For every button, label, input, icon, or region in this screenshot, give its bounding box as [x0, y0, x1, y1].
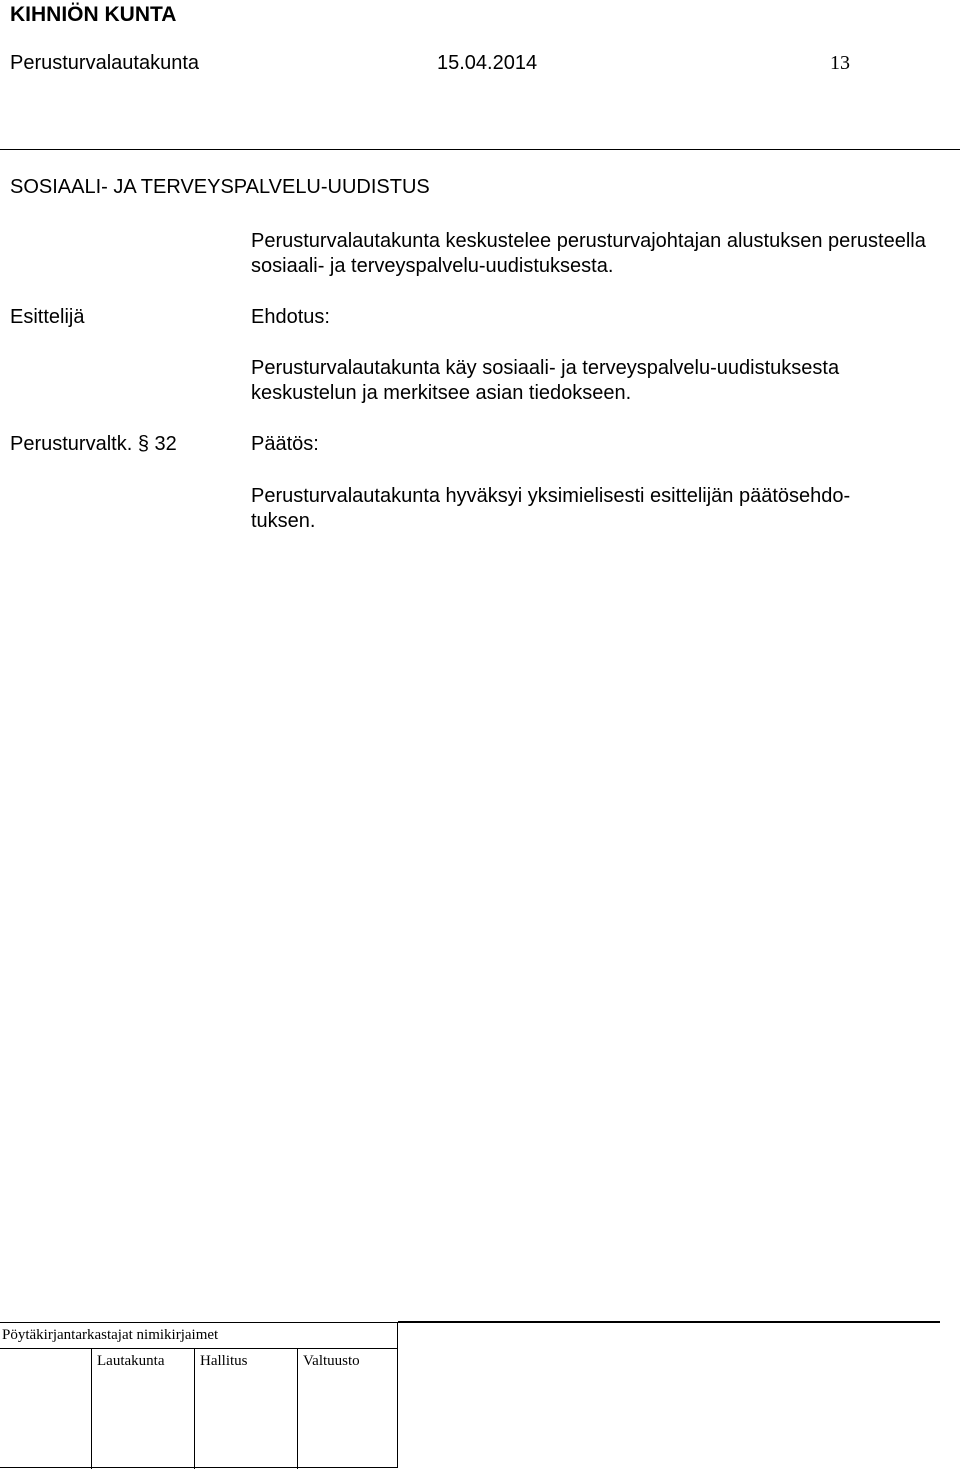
signature-column-line [91, 1349, 92, 1469]
section-title: SOSIAALI- JA TERVEYSPALVELU-UUDISTUS [10, 176, 430, 198]
signature-column-line [297, 1349, 298, 1469]
intro-paragraph: Perusturvalautakunta keskustelee perusturvajohtajan alustuksen perusteella sosiaali- ja terveyspalvelu-uudistuksesta. [251, 230, 926, 277]
committee-name: Perusturvalautakunta [10, 52, 200, 74]
signature-column-valtuusto: Valtuusto [303, 1353, 360, 1369]
header-divider [0, 149, 960, 150]
page-number: 13 [830, 52, 850, 74]
presenter-label: Esittelijä [10, 306, 85, 328]
decision-label: Päätös: [251, 433, 319, 455]
signature-column-line [194, 1349, 195, 1469]
proposal-label: Ehdotus: [251, 306, 330, 328]
organization-name: KIHNIÖN KUNTA [10, 3, 177, 26]
signature-table-divider [0, 1348, 398, 1349]
decision-paragraph: Perusturvalautakunta hyväksyi yksimielisesti esittelijän päätösehdo- tuksen. [251, 485, 851, 532]
meeting-date: 15.04.2014 [437, 52, 538, 74]
proposal-paragraph: Perusturvalautakunta käy sosiaali- ja terveyspalvelu-uudistuksesta keskustelun ja merkitsee asian tiedokseen. [251, 357, 840, 404]
signature-column-lautakunta: Lautakunta [97, 1353, 165, 1369]
footer-divider [398, 1321, 940, 1323]
section-reference: Perusturvaltk. § 32 [10, 433, 177, 455]
signature-table-title: Pöytäkirjantarkastajat nimikirjaimet [2, 1327, 219, 1343]
signature-column-hallitus: Hallitus [200, 1353, 248, 1369]
